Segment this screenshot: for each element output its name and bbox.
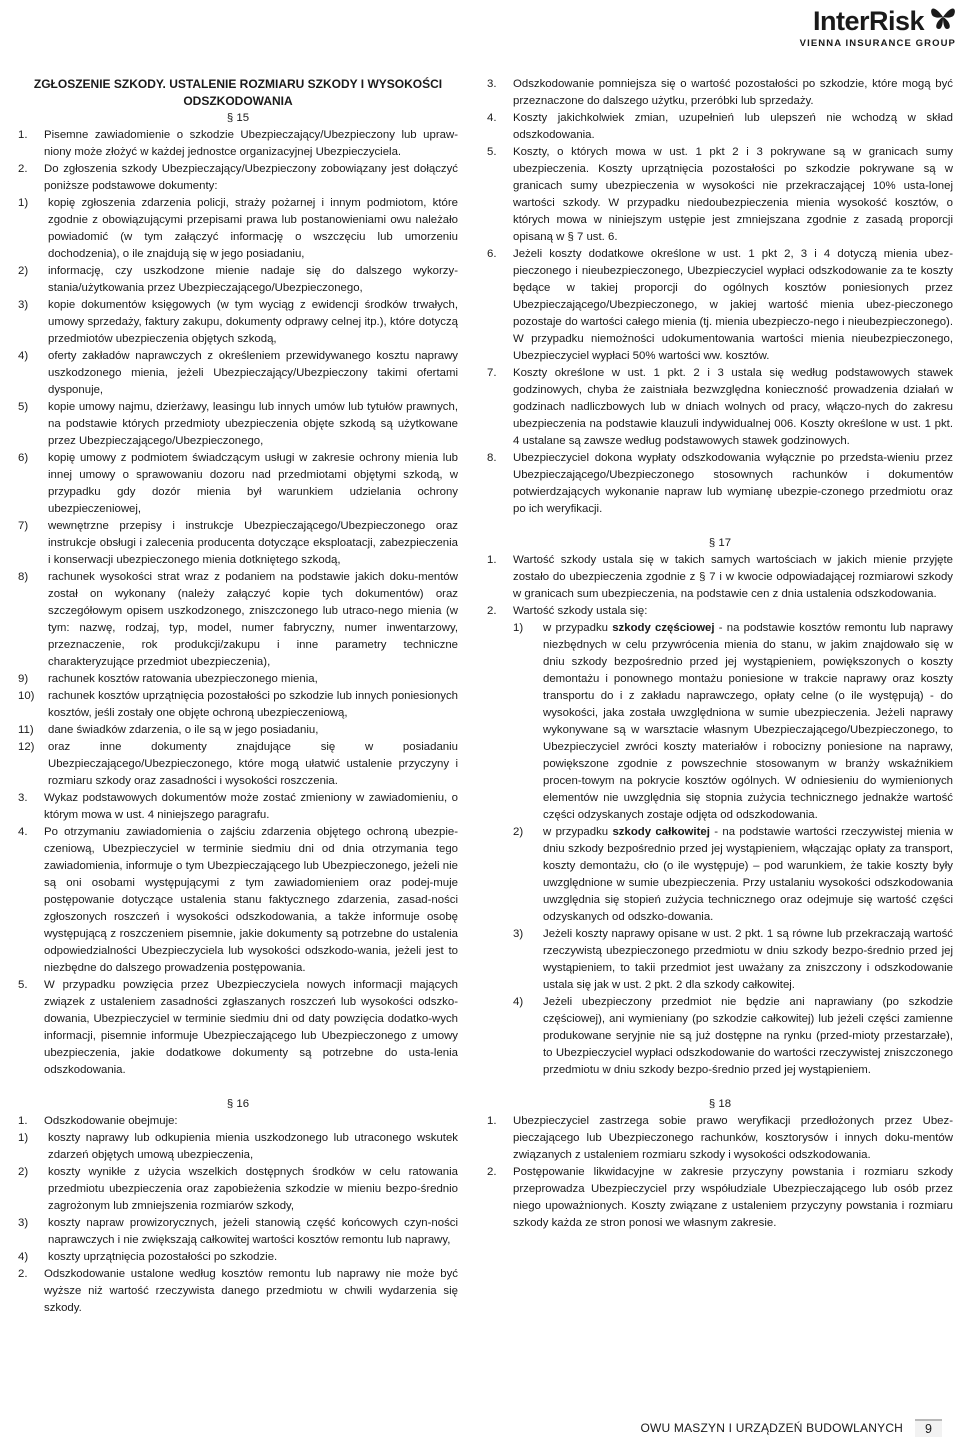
list-item [487, 552, 953, 603]
sub-number: 2) [18, 1166, 29, 1178]
item-number: 1. [487, 554, 497, 566]
item-text: Odszkodowanie pomniejsza się o wartość pozostałości po szkodzie, które mogą być przeznaczone do dalszego użytku, przeróbki lub sprzedaży. [513, 78, 953, 107]
item-number: 2. [487, 605, 497, 617]
item-text: Koszty jakichkolwiek zmian, uzupełnień lub ulepszeń nie wchodzą w skład odszkodowania. [513, 112, 953, 141]
text-run: w przypadku [543, 826, 613, 838]
item-text: Odszkodowanie obejmuje: [44, 1115, 178, 1127]
list-item [487, 144, 953, 246]
sub-text: koszty napraw prowizorycznych, jeżeli stanowią część końcowych czyn-ności naprawczych i nie zwiększają całkowitej wartości kosztów remontu lub naprawy, [48, 1217, 458, 1246]
item-number: 1. [487, 1115, 497, 1127]
right-column [487, 76, 953, 1232]
sub-text: kopie umowy najmu, dzierżawy, leasingu lub innych umów lub tytułów prawnych, na podstawie których przedmioty ubezpieczenia objęte szkodą są użytkowane przez Ubezpieczającego/Ubezpieczonego, [48, 401, 458, 447]
sub-number: 11) [18, 724, 34, 736]
section-15-number: § 15 [226, 112, 250, 124]
sub-text: oraz inne dokumenty znajdujące się w posiadaniu Ubezpieczającego/Ubezpieczonego, które mogą ułatwić ustalenie przyczyny i rozmiaru szkody oraz zasadności i wysokości roszczenia. [48, 741, 458, 787]
sub-item [18, 671, 458, 688]
sub-text: rachunek kosztów ratowania ubezpieczonego mienia, [48, 673, 318, 685]
sub-number: 10) [18, 690, 35, 702]
item-text: Wartość szkody ustala się: [513, 605, 648, 617]
item-number: 5. [487, 146, 497, 158]
sub-number: 3) [18, 299, 29, 311]
butterfly-icon [928, 2, 958, 32]
text-run: - na podstawie wartości rzeczywistej mienia w dniu szkody bezpośrednio przed jej wystąpieniem, włączając opłaty za transport, koszty demontażu, cło (o ile występuje) – pod warunkiem, że takie koszty były uwzględnione w sumie ubezpieczenia. Przy ustalaniu wysokości odszkodowania uwzględnia się stopień zużycia technicznego oraz odejmuje się wartość części odzyskanych od odszko-dowania. [543, 826, 953, 923]
item-text: Koszty określone w ust. 1 pkt. 2 i 3 ustala się według podstawowych stawek godzinowych, chyba że zaistniała bezwzględna konieczność prowadzenia działań w godzinach nadliczbowych lub w dniach wolnych od pracy, włączo-nych do zakresu ubezpieczenia na podstawie klauzuli indywidualnej 006. Koszty określone w ust. 1 pkt. 4 ustalane są zawsze według podstawowych stawek godzinowych. [513, 367, 953, 447]
sub-number: 5) [18, 401, 29, 413]
sub-text: koszty uprzątnięcia pozostałości po szkodzie. [48, 1251, 278, 1263]
item-number: 6. [487, 248, 497, 260]
sub-text [543, 824, 953, 926]
left-column [18, 76, 458, 1317]
list-item [487, 1164, 953, 1232]
item-number: 2. [18, 163, 28, 175]
item-number: 1. [18, 129, 28, 141]
sub-item [18, 1130, 458, 1164]
item-text: Pisemne zawiadomienie o szkodzie Ubezpieczający/Ubezpieczony lub upraw-niony może złożyć w każdej jednostce organizacyjnej Ubezpieczyciela. [44, 129, 458, 158]
sub-text: kopię zgłoszenia zdarzenia policji, straży pożarnej i innym podmiotom, które zgodnie z obowiązującymi przepisami prawa lub postanowieniami owu należało powiadomić (w tym załączyć informację o wszczęciu lub umorzeniu dochodzenia), o ile znajdują się w jego posiadaniu, [48, 197, 458, 260]
item-number: 8. [487, 452, 497, 464]
page-number: 9 [915, 1419, 942, 1437]
sub-item [18, 569, 458, 671]
sub-text: kopię umowy z podmiotem świadczącym usługi w zakresie ochrony mienia lub innej umowy o sprawowaniu dozoru nad przedmiotami objętymi szkodą, w przypadku gdy dozór mienia był warunkiem udzielania ochrony ubezpieczeniowej, [48, 452, 458, 515]
item-number: 3. [487, 78, 497, 90]
chapter-heading: ZGŁOSZENIE SZKODY. USTALENIE ROZMIARU SZKODY I WYSOKOŚCI ODSZKODOWANIA [33, 77, 443, 108]
sub-number: 8) [18, 571, 29, 583]
sub-text: rachunek wysokości strat wraz z podaniem na podstawie jakich doku-mentów został on wykonany (należy załączyć kopie tych dokumentów) oraz szczegółowym opisem uszkodzonego, zniszczonego lub utraco-nego mienia (w tym: nazwę, rodzaj, typ, model, numer fabryczny, numer inwentarzowy, przeznaczenie, rok produkcji/zakupu i inne parametry techniczne charakteryzujące przedmiot ubezpieczenia), [48, 571, 458, 668]
item-number: 2. [487, 1166, 497, 1178]
sub-item [18, 722, 458, 739]
sub-number: 6) [18, 452, 29, 464]
list-item [18, 1113, 458, 1130]
company-logo [760, 0, 960, 58]
sub-item [18, 263, 458, 297]
list-item [487, 450, 953, 518]
item-text: Do zgłoszenia szkody Ubezpieczający/Ubezpieczony zobowiązany jest dołączyć poniższe podstawowe dokumenty: [44, 163, 458, 192]
item-text: W przypadku powzięcia przez Ubezpieczyciela nowych informacji mających związek z ustaleniem zasadności zgłaszanych roszczeń lub wysokości odszko-dowania, Ubezpieczyciel w terminie siedmiu dni od daty powzięcia dodatko-wych informacji, pisemnie informuje Ubezpieczającego lub Ubezpieczonego z umowy ubezpieczenia, jakie dodatkowe dokumenty są potrzebne do usta-lenia odszkodowania. [44, 979, 458, 1076]
sub-text: rachunek kosztów uprzątnięcia pozostałości po szkodzie lub innych poniesionych kosztów, jeśli zostały one objęte ochroną ubezpieczeniową, [48, 690, 458, 719]
sub-item [18, 348, 458, 399]
sub-item [513, 926, 953, 994]
list-item [487, 1113, 953, 1164]
list-item [18, 1266, 458, 1317]
sub-number: 12) [18, 741, 35, 753]
list-item [18, 127, 458, 161]
bold-term: szkody całkowitej [612, 826, 710, 838]
sub-number: 2) [18, 265, 29, 277]
logo-tagline: VIENNA INSURANCE GROUP [799, 38, 956, 49]
list-item [487, 76, 953, 110]
sub-number: 1) [18, 197, 29, 209]
sub-item [513, 994, 953, 1079]
section-17-number: § 17 [708, 537, 732, 549]
item-text: Jeżeli koszty dodatkowe określone w ust. 1 pkt 2, 3 i 4 dotyczą mienia ubez-pieczonego i nieubezpieczonego, Ubezpieczyciel wypłaci odszkodowanie za te koszty będące w takiej proporcji do ogólnych kosztów poniesionych przez Ubezpieczającego/Ubezpieczonego, w jakiej wartość mienia ubez-pieczonego pozostaje do wartości całego mienia (tj. mienia ubezpieczo-nego i nieubezpieczonego). W przypadku niemożności udokumentowania wartości mienia nieubezpieczonego, Ubezpieczyciel wypłaci 50% wartości ww. kosztów. [513, 248, 953, 362]
sub-number: 1) [18, 1132, 29, 1144]
sub-text: dane świadków zdarzenia, o ile są w jego posiadaniu, [48, 724, 319, 736]
sub-number: 4) [513, 996, 524, 1008]
sub-text: wewnętrzne przepisy i instrukcje Ubezpieczającego/Ubezpieczonego oraz instrukcje obsługi i zalecenia producenta dotyczące eksploatacji, zabezpieczenia i konserwacji ubezpieczonego mienia dotkniętego szkodą, [48, 520, 458, 566]
sub-text [543, 620, 953, 824]
sub-text: informację, czy uszkodzone mienie nadaje się do dalszego wykorzy-stania/użytkowania przez Ubezpieczającego/Ubezpieczonego, [48, 265, 458, 294]
list-item [18, 824, 458, 977]
list-item [18, 161, 458, 195]
text-run: w przypadku [543, 622, 613, 634]
sub-number: 4) [18, 350, 29, 362]
sub-item [18, 518, 458, 569]
list-item [18, 790, 458, 824]
sub-number: 3) [18, 1217, 29, 1229]
list-item [487, 110, 953, 144]
logo-wordmark: InterRisk [812, 6, 924, 36]
item-number: 2. [18, 1268, 28, 1280]
sub-text: koszty naprawy lub odkupienia mienia uszkodzonego lub utraconego wskutek zdarzeń objętych umową ubezpieczenia, [48, 1132, 458, 1161]
sub-text: Jeżeli koszty naprawy opisane w ust. 2 pkt. 1 są równe lub przekraczają wartość rzeczywistą ubezpieczonego przedmiotu w dniu szkody bezpo-średnio przed jej wystąpieniem, to takii przedmiot jest uważany za zniszczony i odszkodowanie ustala się jak w ust. 2 pkt. 2 dla szkody całkowitej. [543, 928, 953, 991]
item-text: Postępowanie likwidacyjne w zakresie przyczyny powstania i rozmiaru szkody przeprowadza Ubezpieczyciel przy współudziale Ubezpieczającego lub osób przez niego upoważnionych. Koszty związane z ustaleniem przyczyny powstania i rozmiaru szkody każda ze stron ponosi we własnym zakresie. [513, 1166, 953, 1229]
sub-item [513, 824, 953, 926]
sub-number: 9) [18, 673, 29, 685]
item-number: 1. [18, 1115, 28, 1127]
list-item [487, 603, 953, 620]
sub-item [18, 739, 458, 790]
item-text: Wykaz podstawowych dokumentów może zostać zmieniony w zawiadomieniu, o którym mowa w ust. 4 niniejszego paragrafu. [44, 792, 458, 821]
sub-item [18, 450, 458, 518]
item-text: Ubezpieczyciel zastrzega sobie prawo weryfikacji przedłożonych przez Ubez-pieczającego lub Ubezpieczonego rachunków, kosztorysów i innych doku-mentów związanych z ustaleniem rozmiaru szkody i wysokości odszkodowania. [513, 1115, 953, 1161]
item-number: 4. [487, 112, 497, 124]
item-text: Koszty, o których mowa w ust. 1 pkt 2 i 3 pokrywane są w granicach sumy ubezpieczenia. Koszty uprzątnięcia pozostałości po szkodzie pokrywane są w granicach sumy ubezpieczenia w wysokości nie przekraczającej 10% usta-lonej wartości szkody. W przypadku niedoubezpieczenia mienia wysokość kosztów, o których mowa w niniejszym ustępie jest zmniejszana zgodnie z zasadą proporcji opisaną w § 7 ust. 6. [513, 146, 953, 243]
sub-number: 7) [18, 520, 29, 532]
page-footer [640, 1420, 942, 1436]
bold-term: szkody częściowej [612, 622, 715, 634]
list-item [487, 365, 953, 450]
item-number: 5. [18, 979, 28, 991]
sub-item [18, 399, 458, 450]
sub-number: 1) [513, 622, 524, 634]
item-number: 4. [18, 826, 28, 838]
sub-text: kopie dokumentów księgowych (w tym wyciąg z ewidencji środków trwałych, umowy sprzedaży, faktury zakupu, dokumenty odprawy celnej itp.), które dotyczą przedmiotów ubezpieczenia objętych szkodą, [48, 299, 458, 345]
sub-text: oferty zakładów naprawczych z określeniem przewidywanego kosztu naprawy uszkodzonego mienia, jeżeli Ubezpieczający/Ubezpieczony takimi ofertami dysponuje, [48, 350, 458, 396]
item-number: 3. [18, 792, 28, 804]
item-text: Wartość szkody ustala się w takich samych wartościach w jakich mienie przyjęte zostało do ubezpieczenia zgodnie z § 7 i w kwocie odpowiadającej rozmiarowi szkody w granicach sum ubezpieczenia, na podstawie cen z dnia ustalenia odszkodowania. [513, 554, 953, 600]
sub-number: 4) [18, 1251, 29, 1263]
sub-item [18, 1164, 458, 1215]
section-18-number: § 18 [708, 1098, 732, 1110]
document-title: OWU MASZYN I URZĄDZEŃ BUDOWLANYCH [640, 1421, 904, 1435]
sub-item [18, 1249, 458, 1266]
sub-item [18, 195, 458, 263]
text-run: - na podstawie kosztów remontu lub naprawy niezbędnych w celu przywrócenia mienia do stanu, w jakim znajdowało się w dniu szkody bezpośrednio przed jej wystąpieniem, powiększonych o koszty demontażu i ponownego montażu poniesione w trakcie naprawy oraz koszty transportu do i z zakładu naprawczego, opłaty celne (o ile występują) - do wysokości, jaka została uwzględniona w sumie ubezpieczenia. Jeżeli naprawy wykonywane są w warsztacie własnym Ubezpieczającego/Ubezpieczonego, to Ubezpieczyciel zwróci koszty materiałów i robocizny poniesione na naprawy, powiększone zgodnie z powszechnie stosowanym w branży wskaźnikiem procen-towym na pokrycie kosztów ogólnych. W odniesieniu do wymienionych elementów nie uwzględnia się stopnia zużycia technicznego jednakże wartość części odzyskanych zostaje odjęta od odszkodowania. [543, 622, 953, 821]
list-item [18, 977, 458, 1079]
item-text: Po otrzymaniu zawiadomienia o zajściu zdarzenia objętego ochroną ubezpie-czeniową, Ubezpieczyciel w terminie siedmiu dni od dnia otrzymania tego zawiadomienia, informuje o tym Ubezpieczającego lub Ubezpieczonego, jeżeli nie są oni osobami występującymi z tym zawiadomieniem oraz podej-muje postępowanie dotyczące ustalenia stanu faktycznego zdarzenia, zasad-ności zgłoszonych roszczeń i wysokości odszkodowania, a także informuje osobę występującą z roszczeniem pisemnie, jakie dokumenty są potrzebne do ustalenia odpowiedzialności Ubezpieczyciela lub wysokości odszkodo-wania, jeżeli jest to niezbędne do dalszego prowadzenia postępowania. [44, 826, 458, 974]
item-text: Odszkodowanie ustalone według kosztów remontu lub naprawy nie może być wyższe niż wartość rzeczywista danego przedmiotu w chwili wydarzenia się szkody. [44, 1268, 458, 1314]
sub-item [18, 688, 458, 722]
sub-text: Jeżeli ubezpieczony przedmiot nie będzie ani naprawiany (po szkodzie częściowej), ani wymieniany (po szkodzie całkowitej) lub jeżeli części zamienne produkowane seryjnie nie są już dostępne na rynku (przed-mioty przestarzałe), to Ubezpieczyciel wypłaci odszkodowanie do wartości rzeczywistej zniszczonego przedmiotu w dniu szkody bezpo-średnio przed jej wystąpieniem. [543, 996, 953, 1076]
sub-number: 2) [513, 826, 524, 838]
item-number: 7. [487, 367, 497, 379]
sub-item [18, 297, 458, 348]
sub-text: koszty wynikłe z użycia wszelkich dostępnych środków w celu ratowania przedmiotu ubezpieczenia oraz zapobieżenia szkodzie w mieniu bezpo-średnio zagrożonym lub zmniejszenia rozmiarów szkody, [48, 1166, 458, 1212]
item-text: Ubezpieczyciel dokona wypłaty odszkodowania wyłącznie po przedsta-wieniu przez Ubezpieczającego/Ubezpieczonego stosownych rachunków i dokumentów potwierdzających wykonanie napraw lub wymianę ubezpie-czonego przedmiotu oraz po ich weryfikacji. [513, 452, 953, 515]
section-16-number: § 16 [226, 1098, 250, 1110]
sub-item [18, 1215, 458, 1249]
sub-item [513, 620, 953, 824]
sub-number: 3) [513, 928, 524, 940]
list-item [487, 246, 953, 365]
